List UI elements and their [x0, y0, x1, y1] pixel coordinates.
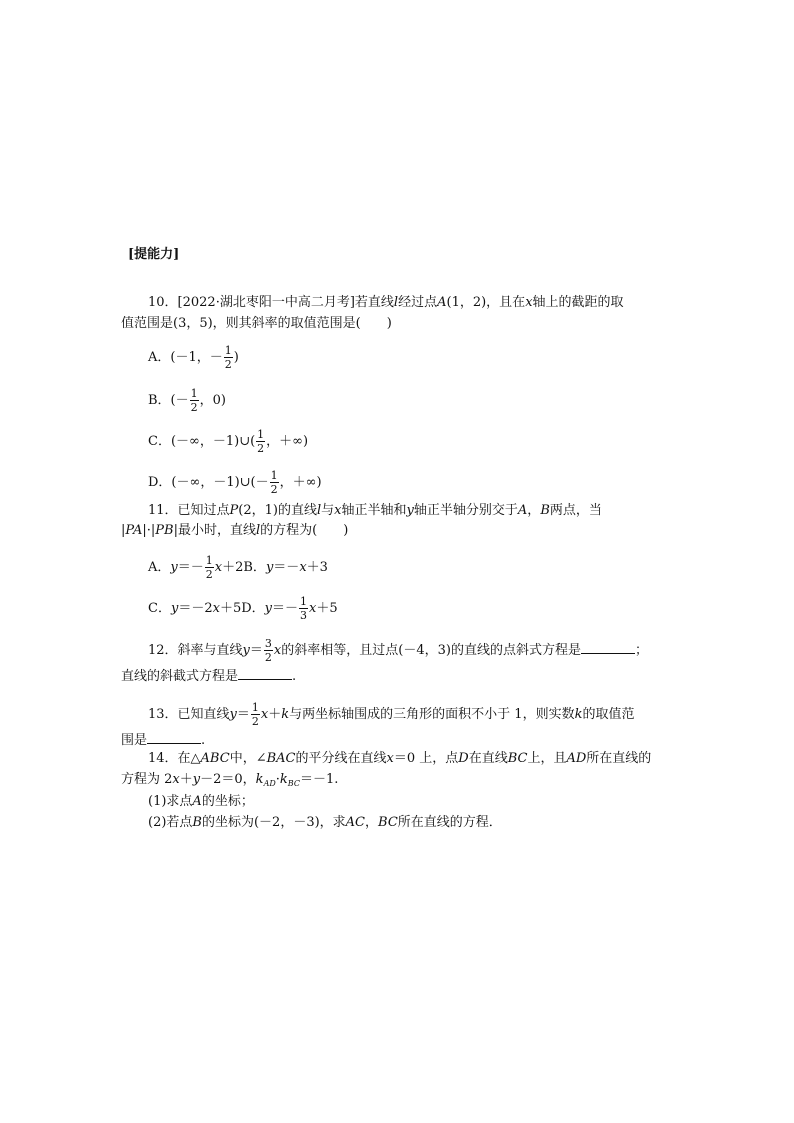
fraction: $\frac{1}{2}$ — [190, 387, 198, 414]
question-12-line-1: 12．斜率与直线y＝ $\frac{3}{2}$ x的斜率相等，且过点(－4，3)的直线的点斜式方程是 ； — [148, 637, 648, 664]
section-title: [提能力] — [128, 247, 180, 262]
fraction: $\frac{1}{2}$ — [257, 428, 265, 455]
answer-blank[interactable] — [147, 743, 201, 744]
question-14-line-1: 14．在△ABC中，∠BAC的平分线在直线x＝0 上，点D在直线BC上，且AD所在直线的 — [148, 751, 652, 766]
question-11-line-2: |PA|·|PB|最小时，直线l的方程为( ) — [121, 523, 349, 538]
question-11-options-cd: C．y＝－2x＋5D．y＝－ $\frac{1}{3}$ x＋5 — [148, 595, 338, 622]
question-14-subquestion-2: (2)若点B的坐标为(－2，－3)，求AC，BC所在直线的方程． — [148, 815, 502, 830]
answer-blank[interactable] — [238, 679, 292, 680]
question-13-line-1: 13．已知直线y＝ $\frac{1}{2}$ x＋k与两坐标轴围成的三角形的面积不小于 1，则实数k的取值范 — [148, 701, 635, 728]
fraction: $\frac{1}{2}$ — [270, 469, 278, 496]
answer-blank[interactable] — [581, 653, 635, 654]
question-14-subquestion-1: (1)求点A的坐标； — [148, 794, 254, 809]
fraction: $\frac{1}{2}$ — [251, 701, 259, 728]
question-10-option-c: C．(－∞，－1)∪( $\frac{1}{2}$ ，＋∞) — [148, 428, 309, 455]
question-13-line-2: 围是 . — [121, 733, 206, 748]
fraction: $\frac{1}{3}$ — [300, 595, 308, 622]
question-10-option-b: B．(－ $\frac{1}{2}$ ，0) — [148, 387, 226, 414]
question-11-options-ab: A．y＝－ $\frac{1}{2}$ x＋2B．y＝－x＋3 — [148, 554, 328, 581]
fraction: $\frac{1}{2}$ — [224, 344, 232, 371]
question-14-line-2: 方程为 2x＋y－2＝0，$k_{AD}\cdot k_{BC}=-1$. — [121, 772, 339, 788]
fraction: $\frac{1}{2}$ — [205, 554, 213, 581]
question-12-line-2: 直线的斜截式方程是 . — [121, 669, 297, 684]
question-10-line-1: 10．[2022·湖北枣阳一中高二月考]若直线l经过点A(1，2)，且在x轴上的截距的取 — [148, 295, 624, 310]
question-10-option-a: A．(－1，－ $\frac{1}{2}$ ) — [148, 344, 239, 371]
fraction: $\frac{3}{2}$ — [264, 637, 272, 664]
question-11-line-1: 11．已知过点P(2，1)的直线l与x轴正半轴和y轴正半轴分别交于A，B两点，当 — [148, 503, 602, 518]
question-10-option-d: D．(－∞，－1)∪(－ $\frac{1}{2}$ ，＋∞) — [148, 469, 322, 496]
question-10-line-2: 值范围是(3，5)，则其斜率的取值范围是( ) — [121, 316, 392, 331]
